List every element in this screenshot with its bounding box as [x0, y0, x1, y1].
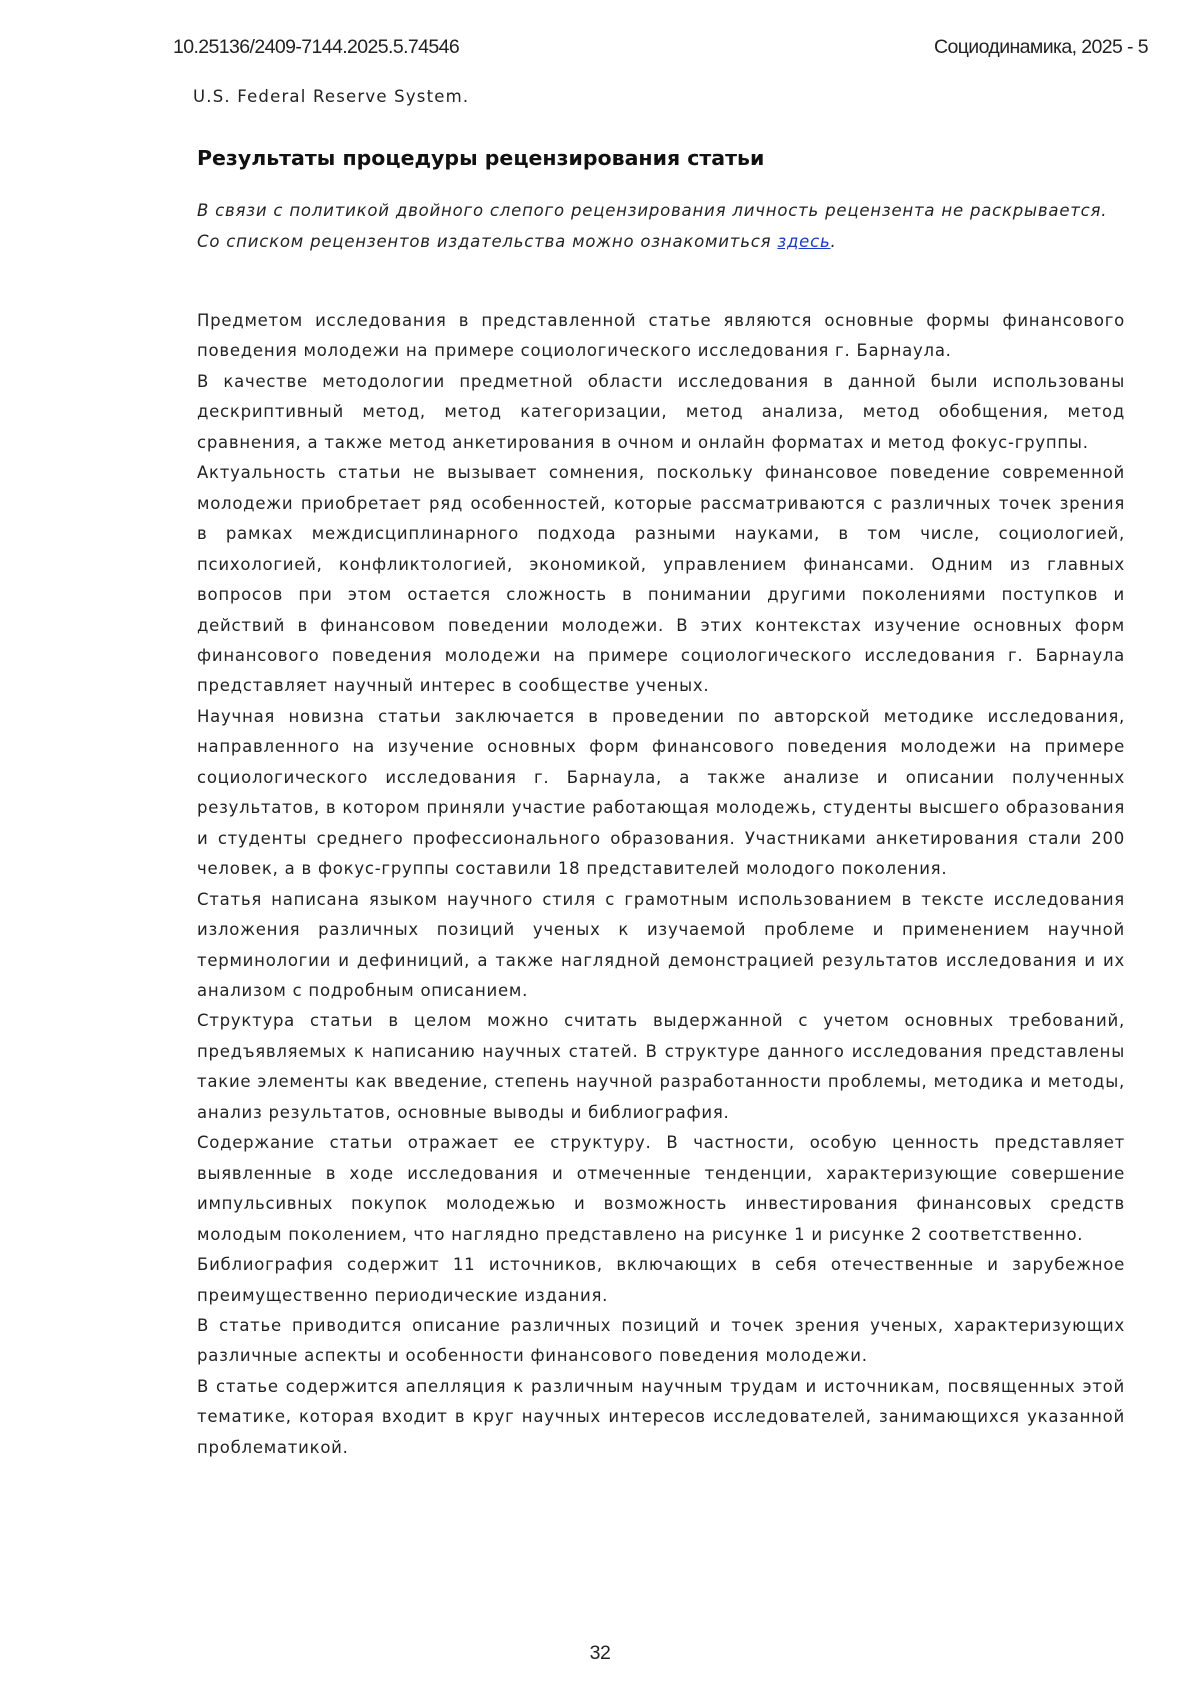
paragraph-bibliography: Библиография содержит 11 источников, включающих в себя отечественные и зарубежное преимущественно периодические издания. — [197, 1250, 1125, 1311]
paragraph-subject: Предметом исследования в представленной статье являются основные формы финансового поведения молодежи на примере социологического исследования г. Барнаула. — [197, 306, 1125, 367]
blind-review-note: В связи с политикой двойного слепого рецензирования личность рецензента не раскрывается. — [197, 196, 1125, 227]
paragraph-relevance: Актуальность статьи не вызывает сомнения, поскольку финансовое поведение современной молодежи приобретает ряд особенностей, которые рассматриваются с различных точек зрения в рамках междисциплинарного подхода разными науками, в том числе, социологией, психологией, конфликтологией, экономикой, управлением финансами. Одним из главных вопросов при этом остается сложность в понимании другими поколениями поступков и действий в финансовом поведении молодежи. В этих контекстах изучение основных форм финансового поведения молодежи на примере социологического исследования г. Барнаула представляет научный интерес в сообществе ученых. — [197, 458, 1125, 702]
review-note — [197, 196, 1125, 257]
doi-header: 10.25136/2409-7144.2025.5.74546 — [173, 36, 459, 59]
paragraph-style: Статья написана языком научного стиля с грамотным использованием в тексте исследования изложения различных позиций ученых к изучаемой проблеме и применением научной терминологии и дефиниций, а также наглядной демонстрацией результатов исследования и их анализом с подробным описанием. — [197, 885, 1125, 1007]
reviewers-list-suffix: . — [831, 232, 837, 251]
paragraph-appeal: В статье содержится апелляция к различным научным трудам и источникам, посвященных этой тематике, которая входит в круг научных интересов исследователей, занимающихся указанной проблематикой. — [197, 1372, 1125, 1463]
paragraph-positions: В статье приводится описание различных позиций и точек зрения ученых, характеризующих различные аспекты и особенности финансового поведения молодежи. — [197, 1311, 1125, 1372]
paragraph-structure: Структура статьи в целом можно считать выдержанной с учетом основных требований, предъявляемых к написанию научных статей. В структуре данного исследования представлены такие элементы как введение, степень научной разработанности проблемы, методика и методы, анализ результатов, основные выводы и библиография. — [197, 1006, 1125, 1128]
reviewers-link[interactable]: здесь — [777, 232, 830, 251]
journal-header: Социодинамика, 2025 - 5 — [934, 36, 1148, 59]
review-body — [197, 306, 1125, 1463]
reviewers-list-prefix: Со списком рецензентов издательства можно ознакомиться — [197, 232, 777, 251]
reviewers-list-line — [197, 227, 1125, 258]
paragraph-content: Содержание статьи отражает ее структуру. В частности, особую ценность представляет выявленные в ходе исследования и отмеченные тенденции, характеризующие совершение импульсивных покупок молодежью и возможность инвестирования финансовых средств молодым поколением, что наглядно представлено на рисунке 1 и рисунке 2 соответственно. — [197, 1128, 1125, 1250]
paragraph-methodology: В качестве методологии предметной области исследования в данной были использованы дескриптивный метод, метод категоризации, метод анализа, метод обобщения, метод сравнения, а также метод анкетирования в очном и онлайн форматах и метод фокус-группы. — [197, 367, 1125, 458]
page-number: 32 — [0, 1642, 1200, 1665]
review-section-title: Результаты процедуры рецензирования статьи — [197, 146, 764, 170]
paragraph-novelty: Научная новизна статьи заключается в проведении по авторской методике исследования, направленного на изучение основных форм финансового поведения молодежи на примере социологического исследования г. Барнаула, а также анализе и описании полученных результатов, в котором приняли участие работающая молодежь, студенты высшего образования и студенты среднего профессионального образования. Участниками анкетирования стали 200 человек, а в фокус-группы составили 18 представителей молодого поколения. — [197, 702, 1125, 885]
continuation-text: U.S. Federal Reserve System. — [193, 87, 469, 106]
